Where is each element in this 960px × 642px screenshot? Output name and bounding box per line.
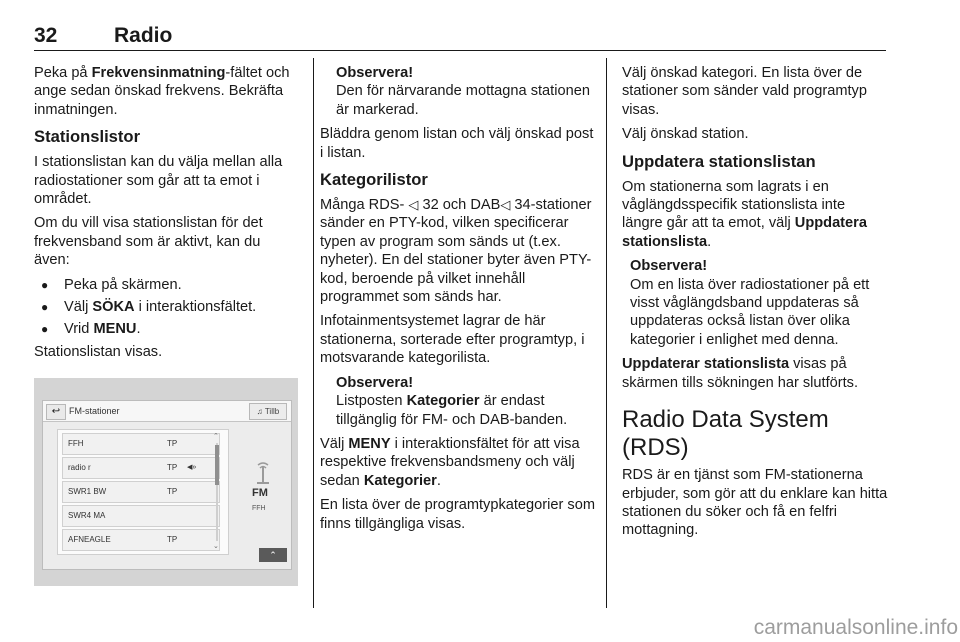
- heading-kategorilistor: Kategorilistor: [320, 170, 428, 190]
- station-row: SWR4 MA: [62, 505, 220, 527]
- screen-title: FM-stationer: [69, 406, 120, 416]
- paragraph-list-shown: Stationslistan visas.: [34, 343, 163, 360]
- watermark: carmanualsonline.info: [753, 616, 958, 639]
- section-title: Radio: [114, 24, 173, 47]
- bullet-turn-menu: ● Vrid MENU.: [34, 320, 300, 338]
- heading-rds: Radio Data System (RDS): [622, 406, 829, 462]
- page-header: [34, 24, 886, 50]
- scroll-up-icon: ⌃: [213, 433, 219, 440]
- reference-arrow-icon: ◁: [408, 197, 419, 213]
- column-divider-1: [313, 58, 314, 608]
- speaker-icon: ◀»: [187, 464, 197, 471]
- paragraph-update-list: Om stationerna som lagrats i en våglängdsspecifik stationslista inte längre går att ta emot, välj Uppdatera stationslista.: [622, 178, 867, 250]
- paragraph-frequency-entry: Peka på Frekvensinmatning-fältet och ange sedan önskad frekvens. Bekräfta inmatningen.: [34, 65, 290, 118]
- paragraph-select-category: Välj önskad kategori. En lista över de stationer som sänder vald programtyp visas.: [622, 65, 867, 118]
- infotainment-screen: [42, 400, 292, 570]
- station-row: SWR1 BW TP: [62, 481, 220, 503]
- paragraph-station-list-also: Om du vill visa stationslistan för det frekvensband som är aktivt, kan du även:: [34, 215, 263, 269]
- column-divider-2: [606, 58, 607, 608]
- station-row: radio r TP ◀»: [62, 457, 220, 479]
- station-row: FFH TP: [62, 433, 220, 455]
- heading-uppdatera: Uppdatera stationslistan: [622, 151, 816, 171]
- paragraph-browse-list: Bläddra genom listan och välj önskad post i listan.: [320, 126, 594, 161]
- list-scrollbar: [214, 433, 220, 551]
- reference-arrow-icon: ◁: [500, 197, 511, 213]
- bullet-select-search: ● Välj SÖKA i interaktionsfältet.: [34, 298, 300, 316]
- note-categories-availability: Observera! Listposten Kategorier är endast tillgänglig för FM- och DAB-banden.: [336, 374, 568, 428]
- station-list-screenshot: [34, 378, 298, 586]
- station-row: AFNEAGLE TP: [62, 529, 220, 551]
- scroll-down-icon: ⌄: [213, 543, 219, 550]
- tone-button: ♫ Tillb: [249, 403, 287, 420]
- header-rule: [34, 50, 886, 51]
- scroll-thumb: [215, 445, 219, 485]
- paragraph-infotainment-stores: Infotainmentsystemet lagrar de här stationerna, sorterade efter programtyp, i motsvarande kategorilista.: [320, 313, 585, 367]
- band-label: FM: [252, 487, 268, 499]
- heading-stationslistor: Stationslistor: [34, 127, 141, 147]
- paragraph-select-station: Välj önskad station.: [622, 126, 749, 143]
- chevron-up-icon: ⌃: [259, 548, 287, 562]
- band-current-station: FFH: [252, 505, 266, 512]
- paragraph-category-list-shown: En lista över de programtypkategorier som finns tillgängliga visas.: [320, 497, 595, 532]
- paragraph-pty-code: Många RDS- ◁ 32 och DAB◁ 34-stationer sänder en PTY-kod, vilken specificerar typen av program som sänds ut (t.ex. nyheter). En del stationer byter även PTY-kod, beroende på vilket innehåll programmet som sänds har.: [320, 197, 592, 306]
- screen-title-bar: [43, 401, 291, 422]
- column-3: [622, 64, 888, 546]
- back-arrow-icon: ↩: [46, 404, 66, 420]
- bullet-touch-screen: ● Peka på skärmen.: [34, 276, 300, 294]
- note-update-categories: Observera! Om en lista över radiostationer på ett visst våglängdsband uppdateras så uppdateras också listan över olika kategorier i enlighet med denna.: [630, 258, 870, 348]
- page-number: 32: [34, 24, 58, 47]
- paragraph-select-menu: Välj MENY i interaktionsfältet för att visa respektive frekvensbandsmeny och välj sedan Kategorier.: [320, 435, 580, 489]
- antenna-icon: [251, 461, 275, 485]
- paragraph-rds-description: RDS är en tjänst som FM-stationerna erbjuder, som gör att du enklare kan hitta stationen du söker och få en felfri mottagning.: [622, 467, 888, 539]
- column-2: [320, 64, 596, 539]
- note-marked-station: Observera! Den för närvarande mottagna stationen är markerad.: [336, 65, 590, 118]
- paragraph-station-list-intro: I stationslistan kan du välja mellan alla radiostationer som går att ta emot i området.: [34, 154, 283, 208]
- station-list: [57, 429, 229, 555]
- paragraph-updating-shown: Uppdaterar stationslista visas på skärmen tills sökningen har slutförts.: [622, 356, 859, 391]
- column-1: [34, 64, 300, 367]
- bullet-list: [34, 276, 300, 339]
